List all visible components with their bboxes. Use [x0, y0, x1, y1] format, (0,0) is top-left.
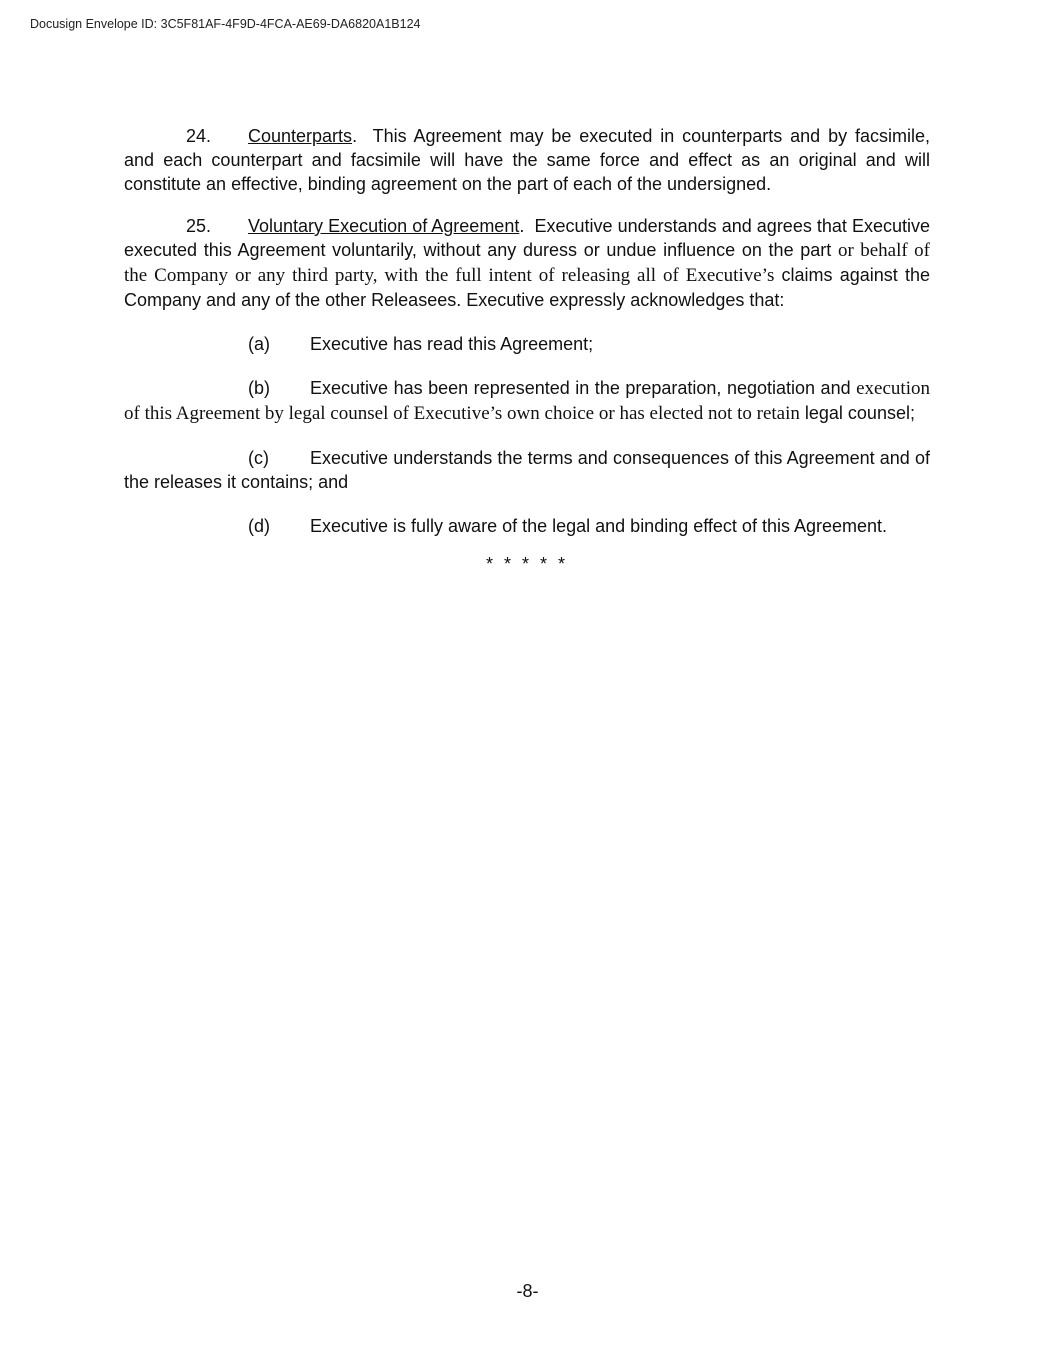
item-label: (c) [248, 448, 269, 468]
item-lead [124, 514, 310, 538]
list-item-b [124, 376, 930, 426]
section-heading: Voluntary Execution of Agreement [248, 216, 520, 236]
section-body-part2: or behalf of the Company or any third party, with the full intent of releasing all of Executive’s [124, 240, 930, 286]
page-number: -8- [516, 1281, 539, 1301]
item-text: Executive is fully aware of the legal and binding effect of this Agreement. [310, 516, 888, 536]
item-text-part2: execution of this Agreement by legal counsel of Executive’s own choice or has elected not to retain [124, 378, 930, 424]
item-lead [124, 446, 310, 470]
item-text-part3: legal counsel; [804, 403, 915, 423]
list-item-d [124, 514, 930, 538]
section-body: This Agreement may be executed in counterparts and by facsimile, and each counterpart and facsimile will have the same force and effect as an original and will constitute an effective, binding agreement on the part of each of the undersigned. [124, 126, 930, 194]
section-number: 25. [186, 216, 212, 236]
section-heading: Counterparts [248, 126, 353, 146]
item-text-part1: Executive has been represented in the preparation, negotiation and [310, 378, 851, 398]
section-25 [124, 214, 930, 312]
list-item-a [124, 332, 930, 356]
item-lead [124, 376, 310, 400]
item-text: Executive understands the terms and consequences of this Agreement and of the releases it contains; and [124, 448, 930, 492]
envelope-id: Docusign Envelope ID: 3C5F81AF-4F9D-4FCA-AE69-DA6820A1B124 [30, 17, 421, 31]
document-body [124, 124, 930, 576]
item-label: (d) [248, 516, 270, 536]
section-body-part3: claims against the Company and any of the other Releasees. Executive expressly acknowledges that: [124, 265, 930, 310]
section-24 [124, 124, 930, 196]
heading-punctuation: . [519, 216, 525, 236]
item-text: Executive has read this Agreement; [310, 334, 594, 354]
section-number: 24. [186, 126, 212, 146]
item-label: (b) [248, 378, 270, 398]
heading-punctuation: . [352, 126, 358, 146]
item-lead [124, 332, 310, 356]
section-separator: * * * * * [485, 554, 569, 574]
list-item-c [124, 446, 930, 494]
section-body-part1: Executive understands and agrees that Executive executed this Agreement voluntarily, without any duress or undue influence on the part [124, 216, 931, 260]
item-label: (a) [248, 334, 270, 354]
